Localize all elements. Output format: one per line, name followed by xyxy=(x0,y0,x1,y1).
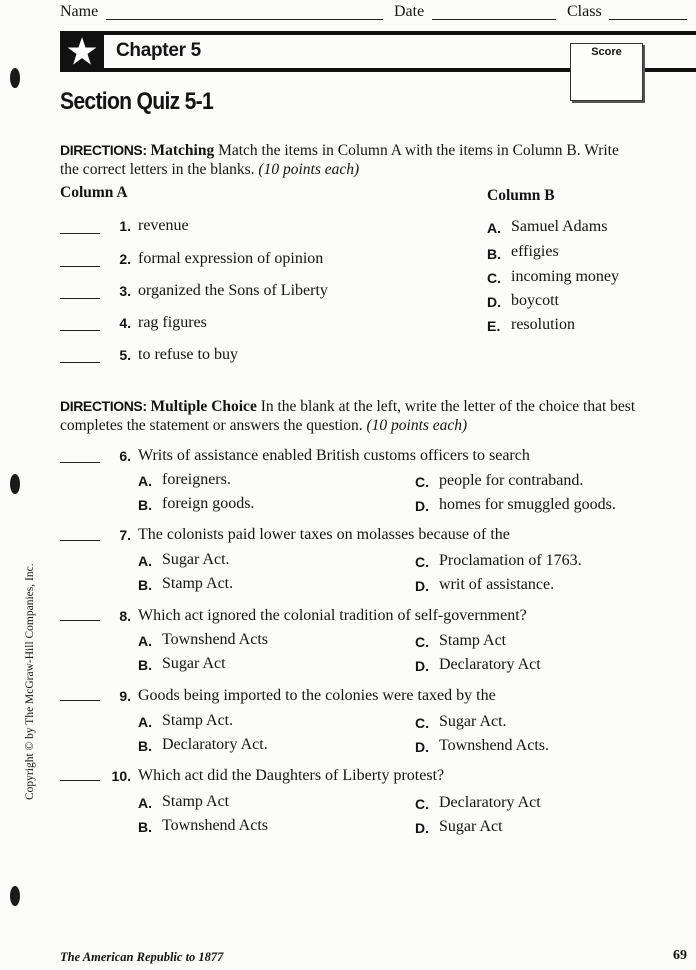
option-letter: D. xyxy=(487,294,501,310)
copyright-notice: Copyright © by The McGraw-Hill Companies, Inc. xyxy=(24,563,36,800)
item-number: 5. xyxy=(119,347,131,363)
chapter-band-top-rule xyxy=(60,31,696,35)
answer-blank[interactable] xyxy=(60,540,100,541)
option-letter: A. xyxy=(138,633,152,649)
answer-blank[interactable] xyxy=(60,266,100,267)
date-field[interactable] xyxy=(432,19,556,20)
option-letter: B. xyxy=(487,246,501,262)
option-letter: B. xyxy=(138,577,152,593)
option-text: people for contraband. xyxy=(439,472,584,489)
option-letter: B. xyxy=(138,738,152,754)
option-text: Stamp Act. xyxy=(162,712,234,729)
option-letter: C. xyxy=(415,634,429,650)
option-letter: A. xyxy=(138,714,152,730)
matching-directions xyxy=(60,141,640,179)
option-text: Proclamation of 1763. xyxy=(439,552,582,569)
option-letter: C. xyxy=(487,270,501,286)
question-text: Which act did the Daughters of Liberty protest? xyxy=(138,767,445,784)
option-text: Sugar Act xyxy=(162,655,226,672)
directions-text: Match the items in Column A with the items in Column B. Write the correct letters in the blanks. xyxy=(60,142,619,178)
option-letter: D. xyxy=(415,658,429,674)
option-letter: B. xyxy=(138,657,152,673)
option-text: Townshend Acts xyxy=(162,631,268,648)
page-number: 69 xyxy=(673,948,687,963)
question-number: 8. xyxy=(119,608,131,624)
answer-blank[interactable] xyxy=(60,620,100,621)
option-text: Stamp Act. xyxy=(162,575,234,592)
item-number: 2. xyxy=(119,251,131,267)
answer-blank[interactable] xyxy=(60,233,100,234)
option-text: Declaratory Act. xyxy=(162,736,268,753)
option-text: homes for smuggled goods. xyxy=(439,496,616,513)
question-number: 9. xyxy=(119,688,131,704)
directions-type: Multiple Choice xyxy=(150,398,257,415)
option-text: boycott xyxy=(511,292,559,309)
option-letter: A. xyxy=(138,795,152,811)
option-letter: D. xyxy=(415,498,429,514)
column-a-header: Column A xyxy=(60,184,128,201)
question-number: 7. xyxy=(119,527,131,543)
item-text: formal expression of opinion xyxy=(138,250,324,267)
item-text: rag figures xyxy=(138,314,207,331)
name-field[interactable] xyxy=(106,19,383,20)
question-text: Which act ignored the colonial tradition of self-government? xyxy=(138,607,527,624)
option-letter: E. xyxy=(487,318,501,334)
option-text: Stamp Act xyxy=(439,632,507,649)
item-number: 3. xyxy=(119,283,131,299)
question-number: 10. xyxy=(111,768,131,784)
punch-hole xyxy=(10,474,20,494)
option-letter: D. xyxy=(415,578,429,594)
directions-tag: DIRECTIONS: xyxy=(60,398,147,414)
option-letter: D. xyxy=(415,739,429,755)
option-letter: D. xyxy=(415,820,429,836)
star-icon xyxy=(60,31,104,72)
question-text: The colonists paid lower taxes on molasses because of the xyxy=(138,526,510,543)
option-letter: C. xyxy=(415,715,429,731)
directions-type: Matching xyxy=(150,142,215,159)
answer-blank[interactable] xyxy=(60,330,100,331)
class-label: Class xyxy=(567,3,602,20)
option-letter: A. xyxy=(487,220,501,236)
option-text: Declaratory Act xyxy=(439,794,541,811)
option-text: Samuel Adams xyxy=(511,218,608,235)
directions-text: In the blank at the left, write the letter of the choice that best completes the statement or answers the question. xyxy=(60,398,636,434)
option-text: resolution xyxy=(511,316,575,333)
option-text: Townshend Acts xyxy=(162,817,268,834)
option-text: Townshend Acts. xyxy=(439,737,549,754)
option-text: Sugar Act. xyxy=(162,551,230,568)
name-label: Name xyxy=(60,3,99,20)
directions-tag: DIRECTIONS: xyxy=(60,142,147,158)
answer-blank[interactable] xyxy=(60,362,100,363)
answer-blank[interactable] xyxy=(60,700,100,701)
option-text: effigies xyxy=(511,243,559,260)
option-letter: A. xyxy=(138,553,152,569)
option-letter: C. xyxy=(415,796,429,812)
answer-blank[interactable] xyxy=(60,298,100,299)
chapter-title: Chapter 5 xyxy=(116,40,201,61)
option-text: foreign goods. xyxy=(162,495,255,512)
item-text: to refuse to buy xyxy=(138,346,238,363)
option-letter: B. xyxy=(138,819,152,835)
directions-points: (10 points each) xyxy=(366,417,468,434)
score-label: Score xyxy=(591,46,622,58)
column-b-header: Column B xyxy=(487,187,555,204)
option-text: foreigners. xyxy=(162,471,231,488)
punch-hole xyxy=(10,886,20,906)
question-text: Goods being imported to the colonies were taxed by the xyxy=(138,687,496,704)
option-letter: B. xyxy=(138,497,152,513)
item-text: revenue xyxy=(138,217,189,234)
option-letter: A. xyxy=(138,473,152,489)
option-text: Declaratory Act xyxy=(439,656,541,673)
section-title: Section Quiz 5-1 xyxy=(60,88,214,115)
directions-points: (10 points each) xyxy=(258,161,360,178)
option-letter: C. xyxy=(415,474,429,490)
option-text: Sugar Act xyxy=(439,818,503,835)
score-box[interactable] xyxy=(570,43,643,101)
class-field[interactable] xyxy=(609,19,687,20)
item-text: organized the Sons of Liberty xyxy=(138,282,328,299)
option-text: writ of assistance. xyxy=(439,576,555,593)
answer-blank[interactable] xyxy=(60,780,100,781)
option-text: Stamp Act xyxy=(162,793,230,810)
option-letter: C. xyxy=(415,554,429,570)
answer-blank[interactable] xyxy=(60,462,100,463)
question-text: Writs of assistance enabled British customs officers to search xyxy=(138,447,530,464)
punch-hole xyxy=(10,68,20,88)
date-label: Date xyxy=(394,3,425,20)
option-text: Sugar Act. xyxy=(439,713,507,730)
item-number: 1. xyxy=(119,218,131,234)
item-number: 4. xyxy=(119,315,131,331)
multiple-choice-directions xyxy=(60,397,640,435)
option-text: incoming money xyxy=(511,268,619,285)
footer-book-title: The American Republic to 1877 xyxy=(60,950,224,964)
question-number: 6. xyxy=(119,448,131,464)
